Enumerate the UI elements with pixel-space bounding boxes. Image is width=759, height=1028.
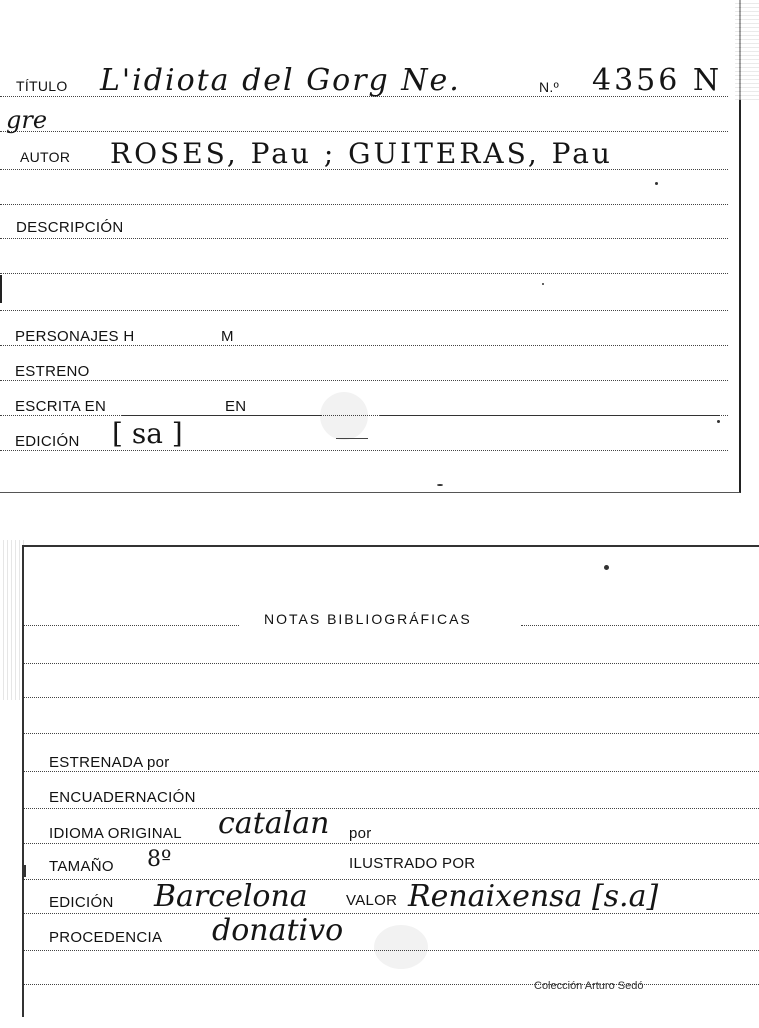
speck — [717, 420, 720, 423]
escrita-en-label: EN — [225, 398, 247, 415]
speck — [437, 484, 443, 486]
edicion-back-value: Barcelona — [154, 879, 308, 914]
scan-shadow — [320, 392, 368, 440]
numero-label: N.º — [539, 79, 560, 95]
estrenada-label: ESTRENADA por — [49, 754, 170, 771]
speck — [542, 283, 544, 285]
descripcion-label: DESCRIPCIÓN — [16, 219, 124, 236]
autor-label: AUTOR — [20, 149, 71, 165]
titulo-continuation: gre — [6, 106, 48, 134]
pen-mark — [336, 438, 368, 439]
autor-value: ROSES, Pau ; GUITERAS, Pau — [110, 137, 613, 170]
notas-heading: NOTAS BIBLIOGRÁFICAS — [264, 611, 472, 627]
speck — [24, 865, 26, 877]
tamano-value: 8º — [147, 847, 172, 872]
personajes-m-label: M — [221, 328, 234, 345]
edicion-value: [ sa ] — [112, 417, 183, 450]
edicion-label: EDICIÓN — [15, 433, 80, 450]
tamano-label: TAMAÑO — [49, 858, 114, 875]
card-edge-mark — [0, 275, 2, 303]
personajes-label: PERSONAJES H — [15, 328, 135, 345]
valor-value: Renaixensa [s.a] — [408, 879, 659, 914]
valor-label: VALOR — [346, 892, 398, 909]
titulo-label: TÍTULO — [16, 78, 68, 94]
idioma-value: catalan — [218, 806, 330, 841]
card-edge-texture — [735, 0, 759, 100]
catalog-card-back — [22, 545, 759, 1017]
escrita-label: ESCRITA EN — [15, 398, 107, 415]
idioma-label: IDIOMA ORIGINAL — [49, 825, 182, 842]
scan-shadow — [374, 925, 428, 969]
catalog-card-front — [0, 0, 741, 493]
speck — [655, 182, 658, 185]
procedencia-label: PROCEDENCIA — [49, 929, 163, 946]
speck — [604, 565, 609, 570]
card-edge-texture — [0, 540, 24, 700]
procedencia-value: donativo — [212, 913, 344, 948]
idioma-por-label: por — [349, 825, 372, 842]
collection-footer: Colección Arturo Sedó — [534, 980, 644, 992]
numero-value: 4356 N — [592, 63, 723, 98]
estreno-label: ESTRENO — [15, 363, 90, 380]
titulo-value: L'idiota del Gorg Ne. — [100, 63, 461, 98]
encuadernacion-label: ENCUADERNACIÓN — [49, 789, 196, 806]
edicion-back-label: EDICIÓN — [49, 894, 114, 911]
ilustrado-label: ILUSTRADO POR — [349, 855, 476, 872]
